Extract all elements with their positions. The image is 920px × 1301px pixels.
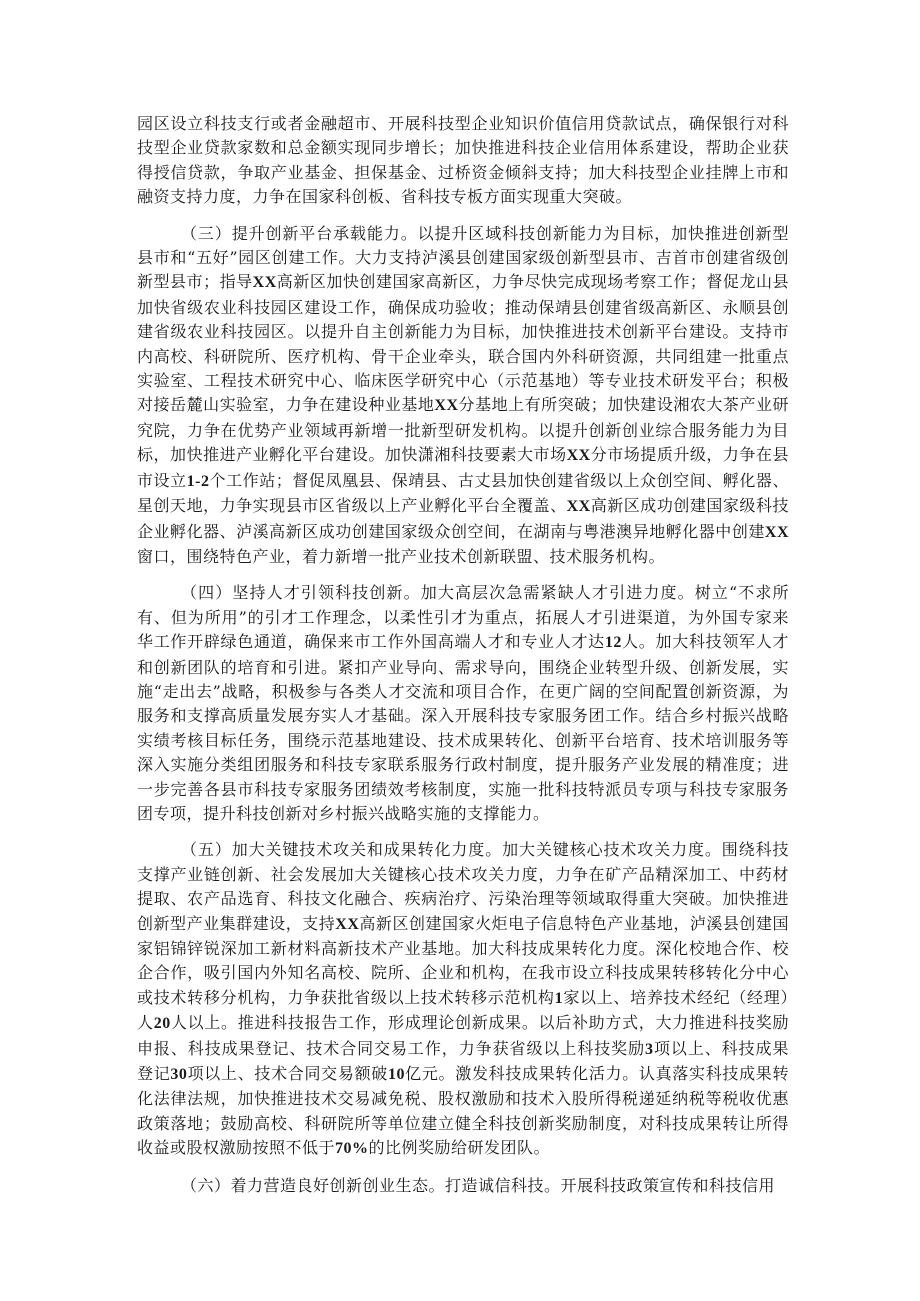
text-run: 高新区加快创建国家高新区，力争尽快完成现场考察工作；督促龙山县加快省级农业科技园区建设工作，确保成功验收；推动保靖县创建省级高新区、永顺县创建省级农业科技园区。以提升自主创新能力为目标，加快推进技术创新平台建设。支持市内高校、科研院所、医疗机构、骨干企业牵头，联合国内外科研资源，共同组建一批重点实验室、工程技术研究中心、临床医学研究中心（示范基地）等专业技术研发平台；积极对接岳麓山实验室，力争在建设种业基地 — [137, 272, 789, 415]
text-run: （六）着力营造良好创新创业生态。打造诚信科技。开展科技政策宣传和科技信用 — [181, 1175, 776, 1195]
emphasized-figure: XX — [566, 498, 591, 516]
emphasized-figure: XX — [335, 915, 360, 933]
text-run: 分市场提质升级，力争在县市设立 — [137, 445, 789, 490]
paragraph-2 — [137, 581, 789, 826]
emphasized-figure: XX — [252, 274, 277, 292]
text-run: （五）加大关键技术攻关和成果转化力度。加大关键核心技术攻关力度。围绕科技支撑产业链创新、社会发展加大关键核心技术攻关力度，力争在矿产品精深加工、中药材提取、农产品选育、科技文化融合、疾病治疗、污染治理等领域取得重大突破。加快推进创新型产业集群建设，支持 — [137, 840, 789, 933]
emphasized-figure: 20 — [153, 1015, 171, 1033]
emphasized-figure: XX — [434, 397, 459, 415]
text-run: 园区设立科技支行或者金融超市、开展科技型企业知识价值信用贷款试点，确保银行对科技型企业贷款家数和总金额实现同步增长；加快推进科技企业信用体系建设，帮助企业获得授信贷款，争取产业基金、担保基金、过桥资金倾斜支持；加大科技型企业挂牌上市和融资支持力度，力争在国家科创板、省科技专板方面实现重大突破。 — [137, 114, 789, 207]
emphasized-figure: XX — [764, 523, 789, 541]
paragraph-0 — [137, 112, 789, 210]
emphasized-figure: 12 — [604, 634, 622, 652]
text-run: 家以上、培养技术经纪（经理）人 — [137, 987, 789, 1033]
emphasized-figure: 1-2 — [186, 472, 210, 490]
emphasized-figure: 70% — [335, 1140, 369, 1158]
paragraph-3 — [137, 838, 789, 1161]
paragraph-1 — [137, 222, 789, 570]
text-run: 窗口，围绕特色产业，着力新增一批产业技术创新联盟、技术服务机构。 — [137, 546, 666, 566]
paragraph-4 — [137, 1174, 789, 1198]
emphasized-figure: XX — [566, 447, 591, 465]
emphasized-figure: 1 — [554, 989, 564, 1007]
emphasized-figure: 10 — [387, 1066, 405, 1084]
emphasized-figure: 3 — [645, 1040, 654, 1058]
text-run: 项以上、技术合同交易额破 — [187, 1064, 388, 1084]
text-run: 项以上、科技成果登记 — [137, 1038, 789, 1084]
emphasized-figure: 30 — [170, 1066, 188, 1084]
text-run: 高新区成功创建国家级科技企业孵化器、泸溪高新区成功创建国家级众创空间，在湖南与粤港澳异地孵化器中创建 — [137, 496, 789, 541]
text-run: 高新区创建国家火炬电子信息特色产业基地，泸溪县创建国家铝锦锌锐深加工新材料高新技术产业基地。加大科技成果转化力度。深化校地合作、校企合作，吸引国内外知名高校、院所、企业和机构，在我市设立科技成果转移转化分中心或技术转移分机构，力争获批省级以上技术转移示范机构 — [137, 913, 789, 1007]
document-body — [137, 112, 789, 1198]
text-run: 人以上。推进科技报告工作，形成理论创新成果。以后补助方式，大力推进科技奖励申报、科技成果登记、技术合同交易工作，力争获省级以上科技奖励 — [137, 1013, 789, 1058]
text-run: 的比例奖励给研发团队。 — [368, 1138, 551, 1158]
text-run: 个工作站；督促凤凰县、保靖县、古丈县加快创建省级以上众创空间、孵化器、星创天地，力争实现县市区省级以上产业孵化平台全覆盖、 — [137, 470, 789, 516]
text-run: 人。加大科技领军人才和创新团队的培育和引进。紧扣产业导向、需求导向，围绕企业转型升级、创新发展，实施“走出去”战略，积极参与各类人才交流和项目合作，在更广阔的空间配置创新资源，为服务和支撑高质量发展夯实人才基础。深入开展科技专家服务团工作。结合乡村振兴战略实绩考核目标任务，围绕示范基地建设、技术成果转化、创新平台培育、技术培训服务等深入实施分类组团服务和科技专家联系服务行政村制度，提升服务产业发展的精准度；进一步完善各县市科技专家服务团绩效考核制度，实施一批科技特派员专项与科技专家服务团专项，提升科技创新对乡村振兴战略实施的支撑能力。 — [137, 632, 789, 823]
text-run: （四）坚持人才引领科技创新。加大高层次急需紧缺人才引进力度。树立“不求所有、但为所用”的引才工作理念，以柔性引才为重点，拓展人才引进渠道，为外国专家来华工作开辟绿色通道，确保来市工作外国高端人才和专业人才达 — [137, 583, 789, 652]
text-run: （三）提升创新平台承载能力。以提升区域科技创新能力为目标，加快推进创新型县市和“五好”园区创建工作。大力支持泸溪县创建国家级创新型县市、吉首市创建省级创新型县市；指导 — [137, 223, 789, 292]
text-run: 分基地上有所突破；加快建设湘农大茶产业研究院，力争在优势产业领域再新增一批新型研发机构。以提升创新创业综合服务能力为目标，加快推进产业孵化平台建设。加快潇湘科技要素大市场 — [137, 395, 789, 465]
text-run: 亿元。激发科技成果转化活力。认真落实科技成果转化法律法规，加快推进技术交易减免税、股权激励和技术入股所得税递延纳税等税收优惠政策落地；鼓励高校、科研院所等单位建立健全科技创新奖励制度，对科技成果转让所得收益或股权激励按照不低于 — [137, 1064, 789, 1158]
